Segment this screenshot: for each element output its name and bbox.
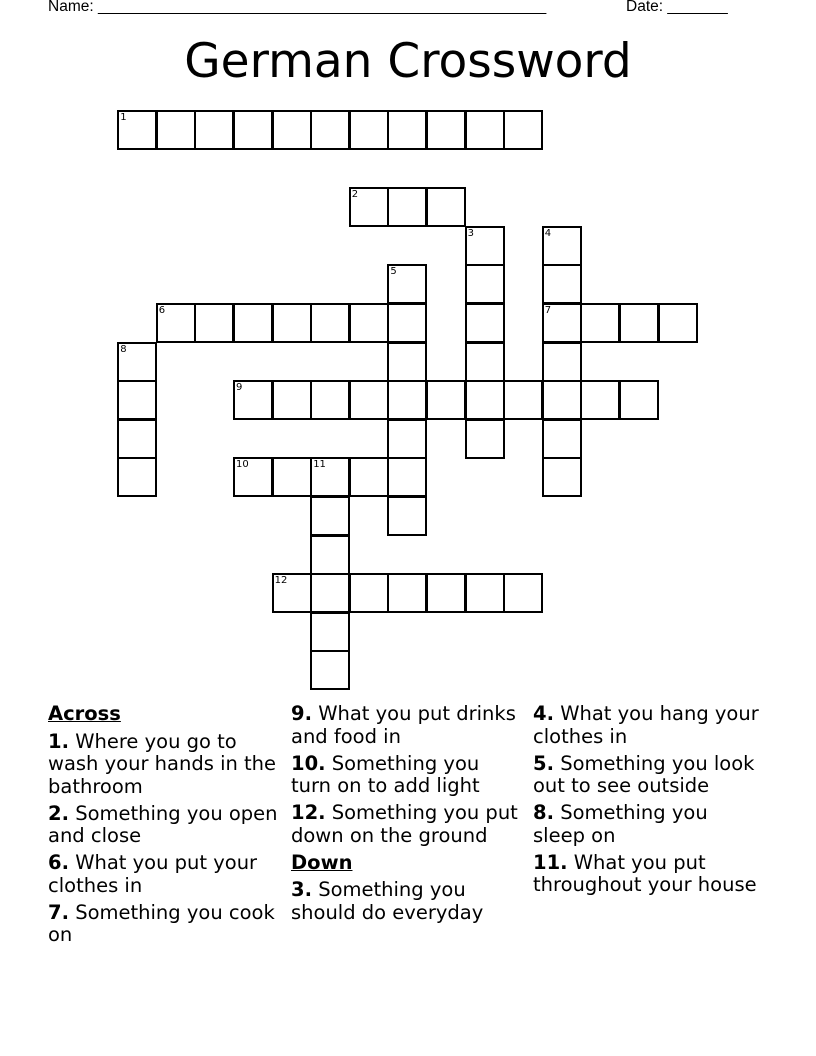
- crossword-cell[interactable]: [465, 303, 505, 343]
- crossword-cell[interactable]: [117, 419, 157, 459]
- crossword-cell[interactable]: [310, 573, 350, 613]
- clue-text: Something you turn on to add light: [291, 751, 480, 797]
- clue-across-12: [291, 802, 521, 847]
- clue-text: What you put drinks and food in: [291, 702, 516, 748]
- clue-text: What you put your clothes in: [48, 851, 258, 897]
- crossword-cell[interactable]: [387, 573, 427, 613]
- clue-number: 4.: [533, 702, 554, 725]
- clue-text: Something you look out to see outside: [533, 751, 755, 797]
- crossword-cell[interactable]: [310, 110, 350, 150]
- cell-number: 3: [467, 227, 474, 239]
- cell-number: 8: [120, 343, 127, 355]
- clue-across-1: [48, 731, 278, 799]
- clue-number: 2.: [48, 801, 69, 825]
- clue-number: 11.: [533, 850, 568, 874]
- clue-number: 6.: [48, 851, 69, 874]
- crossword-cell[interactable]: [233, 303, 273, 343]
- date-label: Date: _______: [626, 0, 728, 15]
- crossword-cell[interactable]: [387, 380, 427, 420]
- crossword-cell[interactable]: [387, 110, 427, 150]
- crossword-cell[interactable]: [387, 419, 427, 459]
- clue-down-5: [533, 753, 763, 798]
- clue-column-3: [533, 703, 763, 901]
- crossword-cell[interactable]: [117, 342, 157, 382]
- clue-text: Something you cook on: [48, 900, 275, 946]
- crossword-cell[interactable]: [503, 110, 543, 150]
- clue-across-6: [48, 852, 278, 897]
- clue-number: 8.: [533, 801, 554, 824]
- clue-text: Something you open and close: [48, 801, 278, 847]
- crossword-cell[interactable]: [387, 303, 427, 343]
- crossword-cell[interactable]: [465, 419, 505, 459]
- crossword-cell[interactable]: [387, 342, 427, 382]
- crossword-cell[interactable]: [619, 380, 659, 420]
- clue-text: Something you should do everyday: [291, 878, 484, 924]
- crossword-cell[interactable]: [542, 457, 582, 497]
- crossword-cell[interactable]: [310, 457, 350, 497]
- crossword-cell[interactable]: [658, 303, 698, 343]
- clue-number: 1.: [48, 729, 69, 753]
- crossword-cell[interactable]: [387, 264, 427, 304]
- down-heading: Down: [291, 850, 353, 874]
- crossword-cell[interactable]: [542, 303, 582, 343]
- crossword-cell[interactable]: [310, 535, 350, 575]
- crossword-cell[interactable]: [310, 612, 350, 652]
- crossword-cell[interactable]: [503, 573, 543, 613]
- cell-number: 7: [544, 305, 552, 316]
- clue-down-11: [533, 852, 763, 897]
- crossword-cell[interactable]: [310, 303, 350, 343]
- crossword-cell[interactable]: [387, 457, 427, 497]
- clue-down-3: [291, 879, 521, 924]
- clue-number: 12.: [291, 801, 326, 824]
- crossword-cell[interactable]: [349, 457, 389, 497]
- cell-number: 5: [390, 266, 397, 278]
- crossword-cell[interactable]: [465, 342, 505, 382]
- crossword-cell[interactable]: [503, 380, 543, 420]
- cell-number: 10: [236, 459, 249, 471]
- crossword-cell[interactable]: [580, 303, 620, 343]
- crossword-cell[interactable]: [542, 264, 582, 304]
- name-label: Name: ____________________________________________________: [48, 0, 547, 15]
- crossword-cell[interactable]: [465, 264, 505, 304]
- clue-across-7: [48, 902, 278, 947]
- crossword-cell[interactable]: [272, 110, 312, 150]
- clue-number: 7.: [48, 900, 69, 924]
- crossword-cell[interactable]: [542, 419, 582, 459]
- crossword-cell[interactable]: [387, 496, 427, 536]
- crossword-cell[interactable]: [233, 457, 273, 497]
- clue-number: 9.: [291, 702, 312, 725]
- crossword-cell[interactable]: [272, 573, 312, 613]
- cell-number: 11: [313, 459, 326, 471]
- crossword-cell[interactable]: [580, 380, 620, 420]
- clue-text: Where you go to wash your hands in the bathroom: [48, 729, 277, 798]
- clue-text: What you hang your clothes in: [533, 702, 759, 748]
- cell-number: 6: [158, 305, 166, 316]
- clue-across-2: [48, 803, 278, 848]
- crossword-cell[interactable]: [194, 303, 234, 343]
- crossword-cell[interactable]: [426, 573, 466, 613]
- crossword-cell[interactable]: [426, 187, 466, 227]
- crossword-cell[interactable]: [619, 303, 659, 343]
- crossword-cell[interactable]: [310, 380, 350, 420]
- cell-number: 1: [120, 112, 127, 123]
- crossword-cell[interactable]: [233, 110, 273, 150]
- clue-text: Something you put down on the ground: [291, 801, 518, 847]
- crossword-cell[interactable]: [349, 110, 389, 150]
- crossword-cell[interactable]: [117, 457, 157, 497]
- cell-number: 9: [236, 382, 243, 394]
- cell-number: 4: [544, 227, 552, 239]
- page-title: German Crossword: [184, 34, 632, 89]
- crossword-cell[interactable]: [156, 110, 196, 150]
- crossword-cell[interactable]: [465, 226, 505, 266]
- crossword-cell[interactable]: [117, 380, 157, 420]
- crossword-cell[interactable]: [465, 573, 505, 613]
- clue-number: 3.: [291, 878, 312, 901]
- crossword-cell[interactable]: [272, 380, 312, 420]
- crossword-cell[interactable]: [117, 110, 157, 150]
- crossword-cell[interactable]: [310, 650, 350, 690]
- crossword-cell[interactable]: [272, 457, 312, 497]
- crossword-cell[interactable]: [426, 110, 466, 150]
- crossword-cell[interactable]: [194, 110, 234, 150]
- crossword-cell[interactable]: [426, 380, 466, 420]
- cell-number: 12: [274, 575, 288, 587]
- crossword-cell[interactable]: [349, 573, 389, 613]
- cell-number: 2: [351, 189, 359, 201]
- crossword-cell[interactable]: [465, 110, 505, 150]
- crossword-cell[interactable]: [349, 187, 389, 227]
- clue-text: What you put throughout your house: [533, 850, 757, 896]
- clue-across-9: [291, 703, 521, 748]
- crossword-cell[interactable]: [233, 380, 273, 420]
- crossword-cell[interactable]: [272, 303, 312, 343]
- crossword-cell[interactable]: [387, 187, 427, 227]
- clue-down-8: [533, 802, 763, 847]
- crossword-cell[interactable]: [542, 380, 582, 420]
- crossword-cell[interactable]: [156, 303, 196, 343]
- crossword-cell[interactable]: [310, 496, 350, 536]
- crossword-cell[interactable]: [465, 380, 505, 420]
- clue-number: 5.: [533, 751, 554, 775]
- clue-column-1: [48, 703, 278, 951]
- clue-number: 10.: [291, 751, 326, 775]
- crossword-cell[interactable]: [542, 226, 582, 266]
- clue-column-2: [291, 703, 521, 929]
- clue-down-4: [533, 703, 763, 748]
- crossword-cell[interactable]: [349, 303, 389, 343]
- crossword-cell[interactable]: [349, 380, 389, 420]
- clue-across-10: [291, 753, 521, 798]
- across-heading: Across: [48, 702, 121, 725]
- clue-text: Something you sleep on: [533, 801, 708, 847]
- crossword-cell[interactable]: [542, 342, 582, 382]
